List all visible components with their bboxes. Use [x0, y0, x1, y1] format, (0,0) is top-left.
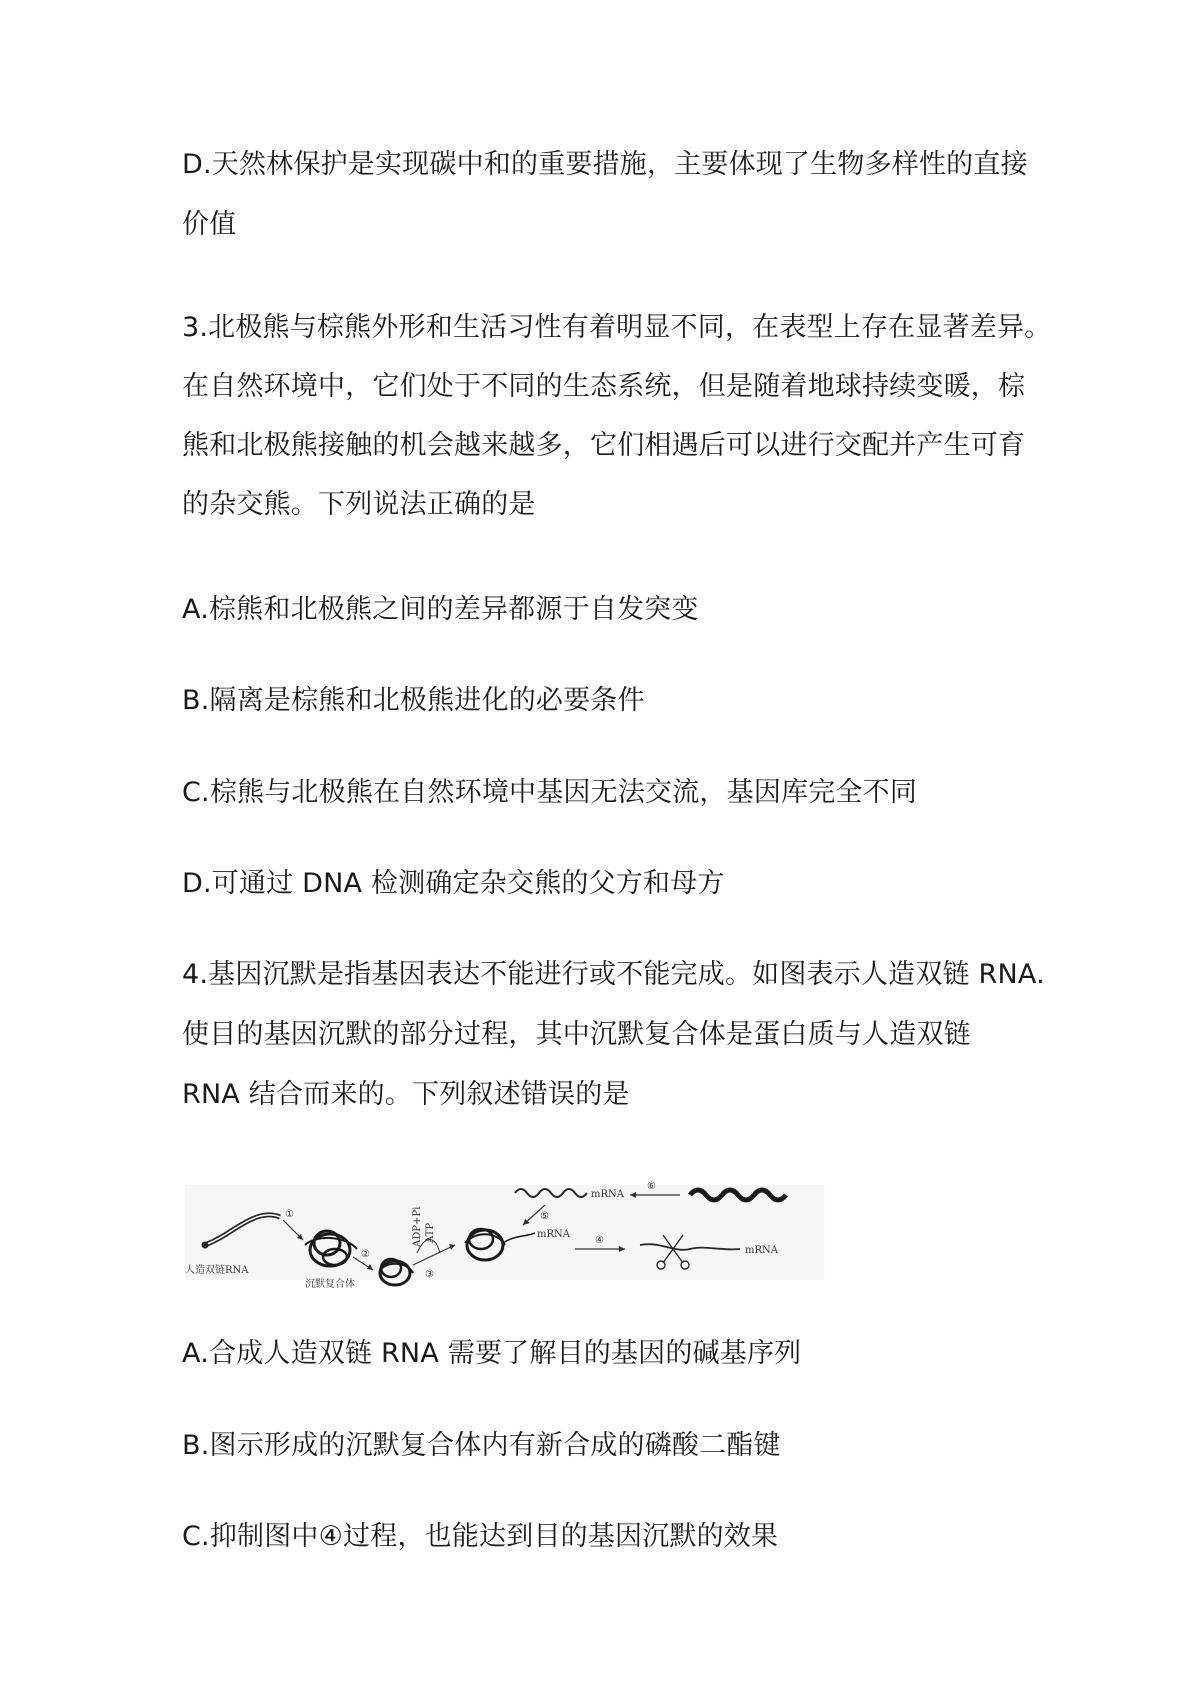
question-3-option-a: A.棕熊和北极熊之间的差异都源于自发突变 [182, 594, 699, 625]
question-3-stem-line-1: 3.北极熊与棕熊外形和生活习性有着明显不同，在表型上存在显著差异。 [182, 312, 1052, 343]
figure-background [185, 1185, 825, 1280]
label-step-5: ⑤ [540, 1211, 549, 1222]
label-step-6: ⑥ [647, 1181, 656, 1192]
question-4-stem-line-3: RNA 结合而来的。下列叙述错误的是 [182, 1079, 630, 1110]
question-3-stem-line-2: 在自然环境中，它们处于不同的生态系统，但是随着地球持续变暖，棕 [182, 371, 1026, 402]
question-3-option-d: D.可通过 DNA 检测确定杂交熊的父方和母方 [182, 868, 725, 899]
question-4-stem-line-1: 4.基因沉默是指基因表达不能进行或不能完成。如图表示人造双链 RNA. [182, 959, 1045, 990]
question-4-option-a: A.合成人造双链 RNA 需要了解目的基因的碱基序列 [182, 1338, 802, 1369]
label-atp: ATP [425, 1222, 436, 1243]
option-2d-line-1: D.天然林保护是实现碳中和的重要措施，主要体现了生物多样性的直接 [182, 149, 1028, 180]
question-3-option-c: C.棕熊与北极熊在自然环境中基因无法交流，基因库完全不同 [182, 777, 918, 808]
label-mrna-mid: mRNA [537, 1229, 570, 1240]
question-3-stem-line-4: 的杂交熊。下列说法正确的是 [182, 489, 536, 520]
label-dsrna: 人造双链RNA [185, 1265, 249, 1276]
label-mrna-top: mRNA [591, 1189, 624, 1200]
question-4-stem-line-2: 使目的基因沉默的部分过程，其中沉默复合体是蛋白质与人造双链 [182, 1019, 971, 1050]
question-3-option-b: B.隔离是棕熊和北极熊进化的必要条件 [182, 685, 645, 716]
label-step-3: ③ [425, 1269, 434, 1280]
label-mrna-right: mRNA [745, 1245, 778, 1256]
gene-silencing-diagram [185, 1165, 845, 1295]
label-step-1: ① [285, 1209, 294, 1220]
option-2d-line-2: 价值 [182, 209, 237, 240]
dsrna-end [202, 1242, 209, 1249]
label-step-2: ② [361, 1249, 370, 1260]
label-step-4: ④ [595, 1235, 604, 1246]
question-3-stem-line-3: 熊和北极熊接触的机会越来越多，它们相遇后可以进行交配并产生可育 [182, 430, 1026, 461]
label-complex: 沉默复合体 [305, 1279, 355, 1290]
label-atp-adp: ADP+Pi [412, 1206, 423, 1247]
question-4-option-c: C.抑制图中④过程，也能达到目的基因沉默的效果 [182, 1521, 779, 1552]
question-4-option-b: B.图示形成的沉默复合体内有新合成的磷酸二酯键 [182, 1430, 781, 1461]
gene-silencing-figure [185, 1165, 845, 1295]
